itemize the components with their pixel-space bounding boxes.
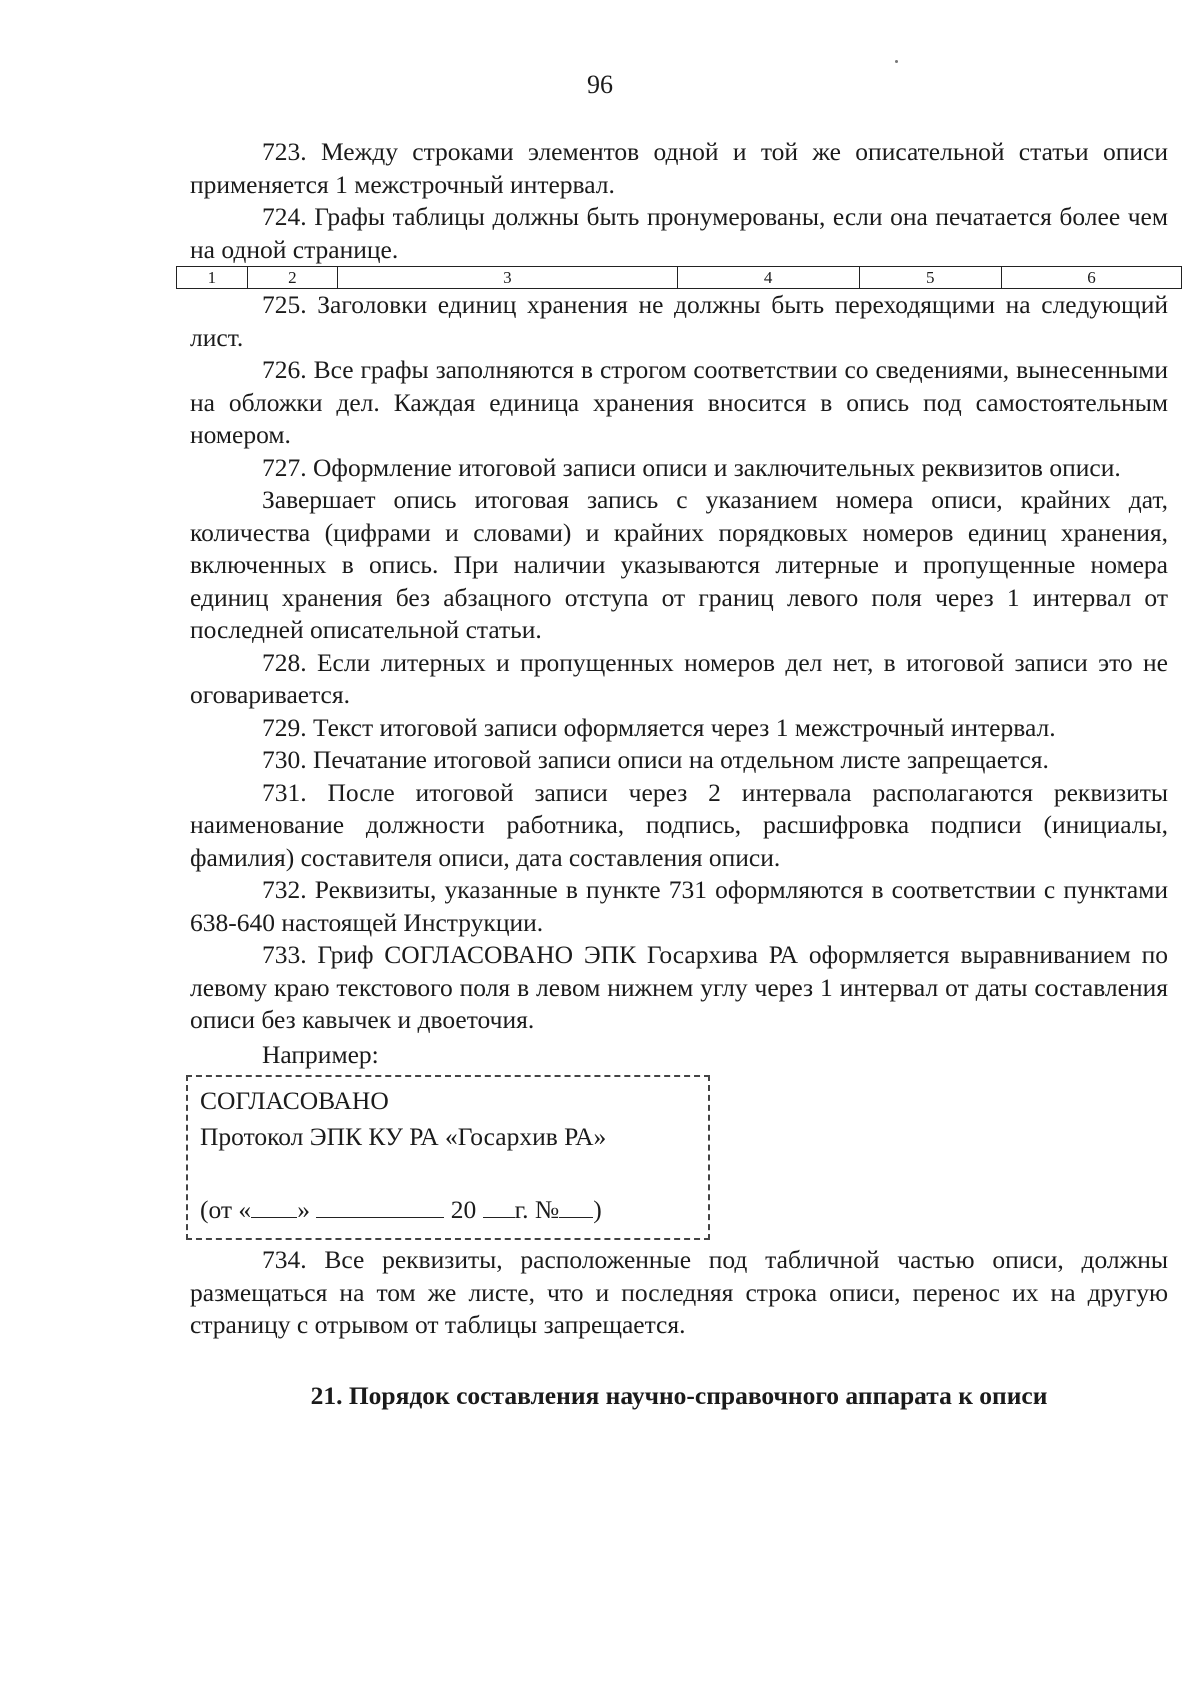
stamp-protocol: Протокол ЭПК КУ РА «Госархив РА» — [200, 1122, 607, 1151]
column-number-row — [176, 266, 1182, 289]
approval-stamp-example — [186, 1075, 710, 1240]
stamp-month-blank — [316, 1191, 444, 1218]
column-number-cell: 1 — [207, 268, 217, 287]
paragraph-733: 733. Гриф СОГЛАСОВАНО ЭПК Госархива РА оформляется выравниванием по левому краю текстового поля в левом нижнем углу через 1 интервал от даты составления описи без кавычек и двоеточия. — [190, 940, 1168, 1034]
column-number-cell: 2 — [247, 267, 338, 288]
paragraph-728: 728. Если литерных и пропущенных номеров дел нет, в итоговой записи это не оговаривается. — [190, 647, 1168, 709]
column-number-cell: 6 — [1001, 267, 1181, 288]
stamp-date-line — [200, 1191, 696, 1228]
stamp-from-open: (от « — [200, 1195, 252, 1224]
section-heading: 21. Порядок составления научно-справочного аппарата к описи — [310, 1380, 1048, 1410]
stamp-from-close: » — [297, 1195, 310, 1224]
paragraph-725: 725. Заголовки единиц хранения не должны быть переходящими на следующий лист. — [190, 290, 1168, 352]
paragraph-727: 727. Оформление итоговой записи описи и заключительных реквизитов описи. — [262, 452, 1121, 482]
document-body — [190, 136, 1168, 1412]
column-number-cell: 3 — [337, 267, 676, 288]
stamp-title: СОГЛАСОВАНО — [200, 1086, 389, 1115]
paragraph-724: 724. Графы таблицы должны быть пронумерованы, если она печатается более чем на одной странице. — [190, 202, 1168, 264]
paragraph-732: 732. Реквизиты, указанные в пункте 731 оформляются в соответствии с пунктами 638-640 настоящей Инструкции. — [190, 875, 1168, 937]
paragraph-723: 723. Между строками элементов одной и той же описательной статьи описи применяется 1 межстрочный интервал. — [190, 137, 1168, 199]
stamp-day-blank — [251, 1191, 297, 1218]
page-number: 96 — [587, 70, 613, 99]
stamp-year-blank — [483, 1191, 515, 1218]
stamp-year-prefix: 20 — [450, 1195, 477, 1224]
paragraph-734: 734. Все реквизиты, расположенные под табличной частью описи, должны размещаться на том же листе, что и последняя строка описи, перенос их на другую страницу с отрывом от таблицы запрещается. — [190, 1245, 1168, 1339]
column-number-cell: 4 — [677, 267, 859, 288]
paragraph-727-body: Завершает опись итоговая запись с указанием номера описи, крайних дат, количества (цифрами и словами) и крайних порядковых номеров единиц хранения, включенных в опись. При наличии указываются литерные и пропущенные номера единиц хранения без абзацного отступа от границ левого поля через 1 интервал от последней описательной статьи. — [190, 485, 1168, 644]
paragraph-726: 726. Все графы заполняются в строгом соответствии со сведениями, вынесенными на обложки дел. Каждая единица хранения вносится в опись под самостоятельным номером. — [190, 355, 1168, 449]
stamp-spacer — [200, 1155, 696, 1191]
paragraph-729: 729. Текст итоговой записи оформляется через 1 межстрочный интервал. — [262, 712, 1056, 742]
paragraph-731: 731. После итоговой записи через 2 интервала располагаются реквизиты наименование должности работника, подпись, расшифровка подписи (инициалы, фамилия) составителя описи, дата составления описи. — [190, 777, 1168, 872]
column-number-cell: 5 — [859, 267, 1001, 288]
stamp-number-blank — [559, 1191, 593, 1218]
stamp-year-suffix: г. № — [514, 1195, 560, 1224]
paragraph-730: 730. Печатание итоговой записи описи на отдельном листе запрещается. — [262, 745, 1049, 774]
stamp-close-paren: ) — [593, 1195, 602, 1224]
example-label: Например: — [262, 1039, 379, 1069]
scan-speck — [895, 60, 898, 63]
